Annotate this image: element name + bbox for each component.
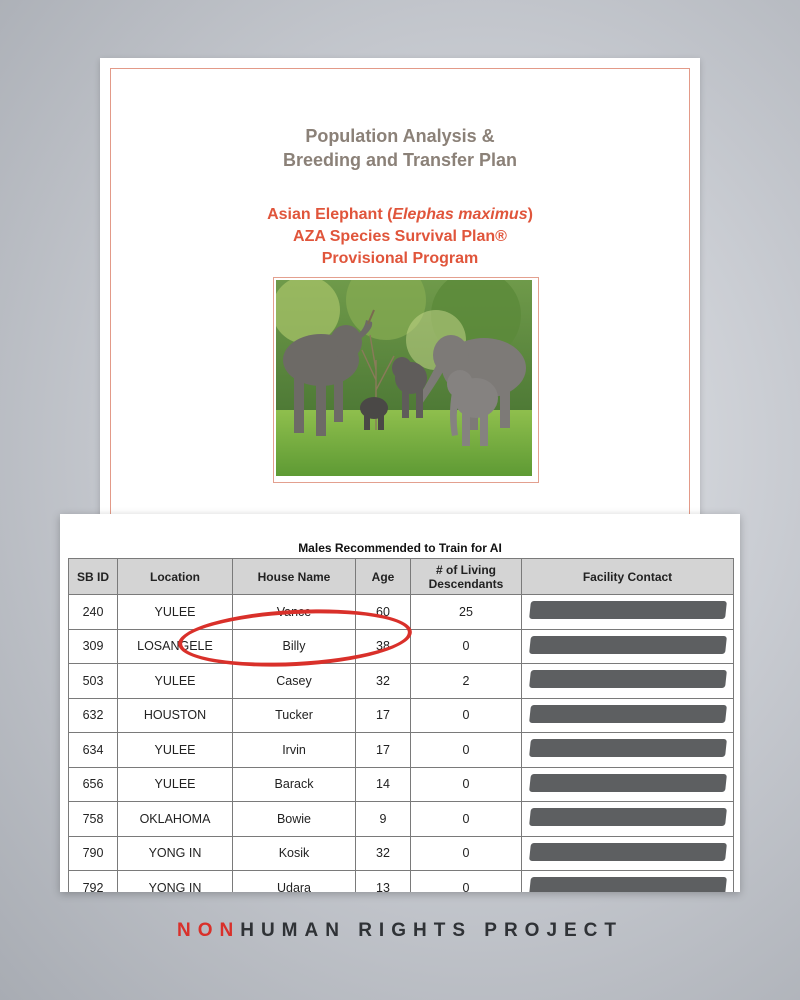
cell-descendants: 0: [411, 836, 522, 871]
cell-location: LOSANGELE: [118, 629, 233, 664]
table-row: [69, 767, 734, 802]
cell-sb-id: 792: [69, 871, 118, 893]
header-house-name: House Name: [233, 559, 356, 595]
cell-location: YONG IN: [118, 871, 233, 893]
cell-house-name: Bowie: [233, 802, 356, 837]
cell-age: 14: [356, 767, 411, 802]
nonhuman-rights-project-logo: [0, 920, 800, 942]
document-subtitle: [100, 204, 700, 270]
redaction-bar: [529, 705, 727, 723]
cell-age: 38: [356, 629, 411, 664]
table-row: [69, 802, 734, 837]
cell-age: 32: [356, 664, 411, 699]
cell-sb-id: 240: [69, 595, 118, 630]
cell-descendants: 0: [411, 767, 522, 802]
cell-descendants: 0: [411, 733, 522, 768]
redaction-bar: [529, 636, 727, 654]
header-sb-id: SB ID: [69, 559, 118, 595]
document-cover-page: [100, 58, 700, 538]
cell-house-name: Barack: [233, 767, 356, 802]
cell-age: 13: [356, 871, 411, 893]
cell-age: 17: [356, 733, 411, 768]
subtitle-line-2: AZA Species Survival Plan®: [293, 228, 507, 245]
cell-facility-contact: [522, 698, 734, 733]
redaction-bar: [529, 670, 727, 688]
cell-facility-contact: [522, 767, 734, 802]
cell-facility-contact: [522, 802, 734, 837]
cell-age: 60: [356, 595, 411, 630]
redaction-bar: [529, 843, 727, 861]
title-line-2: Breeding and Transfer Plan: [282, 150, 518, 170]
logo-non: NON: [176, 920, 241, 941]
subtitle-line-3: Provisional Program: [321, 250, 479, 267]
subtitle-suffix: ): [527, 206, 533, 223]
cell-house-name: Tucker: [233, 698, 356, 733]
cell-location: YULEE: [118, 595, 233, 630]
cell-house-name: Vance: [233, 595, 356, 630]
cell-sb-id: 632: [69, 698, 118, 733]
table-row: [69, 698, 734, 733]
subtitle-prefix: Asian Elephant (: [267, 206, 393, 223]
cell-location: YULEE: [118, 664, 233, 699]
redaction-bar: [529, 877, 727, 892]
header-living-descendants: # of Living Descendants: [411, 559, 522, 595]
table-caption: Males Recommended to Train for AI: [298, 541, 502, 555]
cell-location: OKLAHOMA: [118, 802, 233, 837]
cell-house-name: Udara: [233, 871, 356, 893]
cell-house-name: Billy: [233, 629, 356, 664]
cell-facility-contact: [522, 733, 734, 768]
cell-facility-contact: [522, 871, 734, 893]
cell-descendants: 2: [411, 664, 522, 699]
cell-house-name: Irvin: [233, 733, 356, 768]
males-recommended-table-card: [60, 514, 740, 892]
cell-location: YULEE: [118, 767, 233, 802]
redaction-bar: [529, 774, 727, 792]
title-line-1: Population Analysis &: [305, 126, 495, 146]
cell-descendants: 0: [411, 871, 522, 893]
cell-descendants: 0: [411, 629, 522, 664]
redaction-bar: [529, 808, 727, 826]
cell-sb-id: 503: [69, 664, 118, 699]
table-row: [69, 733, 734, 768]
document-title: [100, 124, 700, 172]
cell-descendants: 0: [411, 698, 522, 733]
subtitle-line-1: [100, 204, 700, 226]
cell-descendants: 25: [411, 595, 522, 630]
cell-sb-id: 758: [69, 802, 118, 837]
cell-sb-id: 309: [69, 629, 118, 664]
header-facility-contact: Facility Contact: [522, 559, 734, 595]
cell-sb-id: 656: [69, 767, 118, 802]
redaction-bar: [529, 601, 727, 619]
logo-rest: HUMAN RIGHTS PROJECT: [240, 920, 624, 941]
cell-age: 17: [356, 698, 411, 733]
table-header-row: [69, 559, 734, 595]
cell-age: 9: [356, 802, 411, 837]
redaction-bar: [529, 739, 727, 757]
cell-descendants: 0: [411, 802, 522, 837]
cell-location: HOUSTON: [118, 698, 233, 733]
cell-facility-contact: [522, 629, 734, 664]
males-table: [68, 558, 734, 892]
cell-sb-id: 790: [69, 836, 118, 871]
cell-facility-contact: [522, 664, 734, 699]
header-age: Age: [356, 559, 411, 595]
header-location: Location: [118, 559, 233, 595]
table-row: [69, 836, 734, 871]
elephant-herd-photo: [273, 277, 539, 483]
cell-facility-contact: [522, 595, 734, 630]
table-row: [69, 871, 734, 893]
cell-house-name: Kosik: [233, 836, 356, 871]
cell-sb-id: 634: [69, 733, 118, 768]
cell-facility-contact: [522, 836, 734, 871]
species-name: Elephas maximus: [392, 206, 528, 223]
cell-age: 32: [356, 836, 411, 871]
table-row: [69, 664, 734, 699]
cell-location: YULEE: [118, 733, 233, 768]
cell-house-name: Casey: [233, 664, 356, 699]
cell-location: YONG IN: [118, 836, 233, 871]
